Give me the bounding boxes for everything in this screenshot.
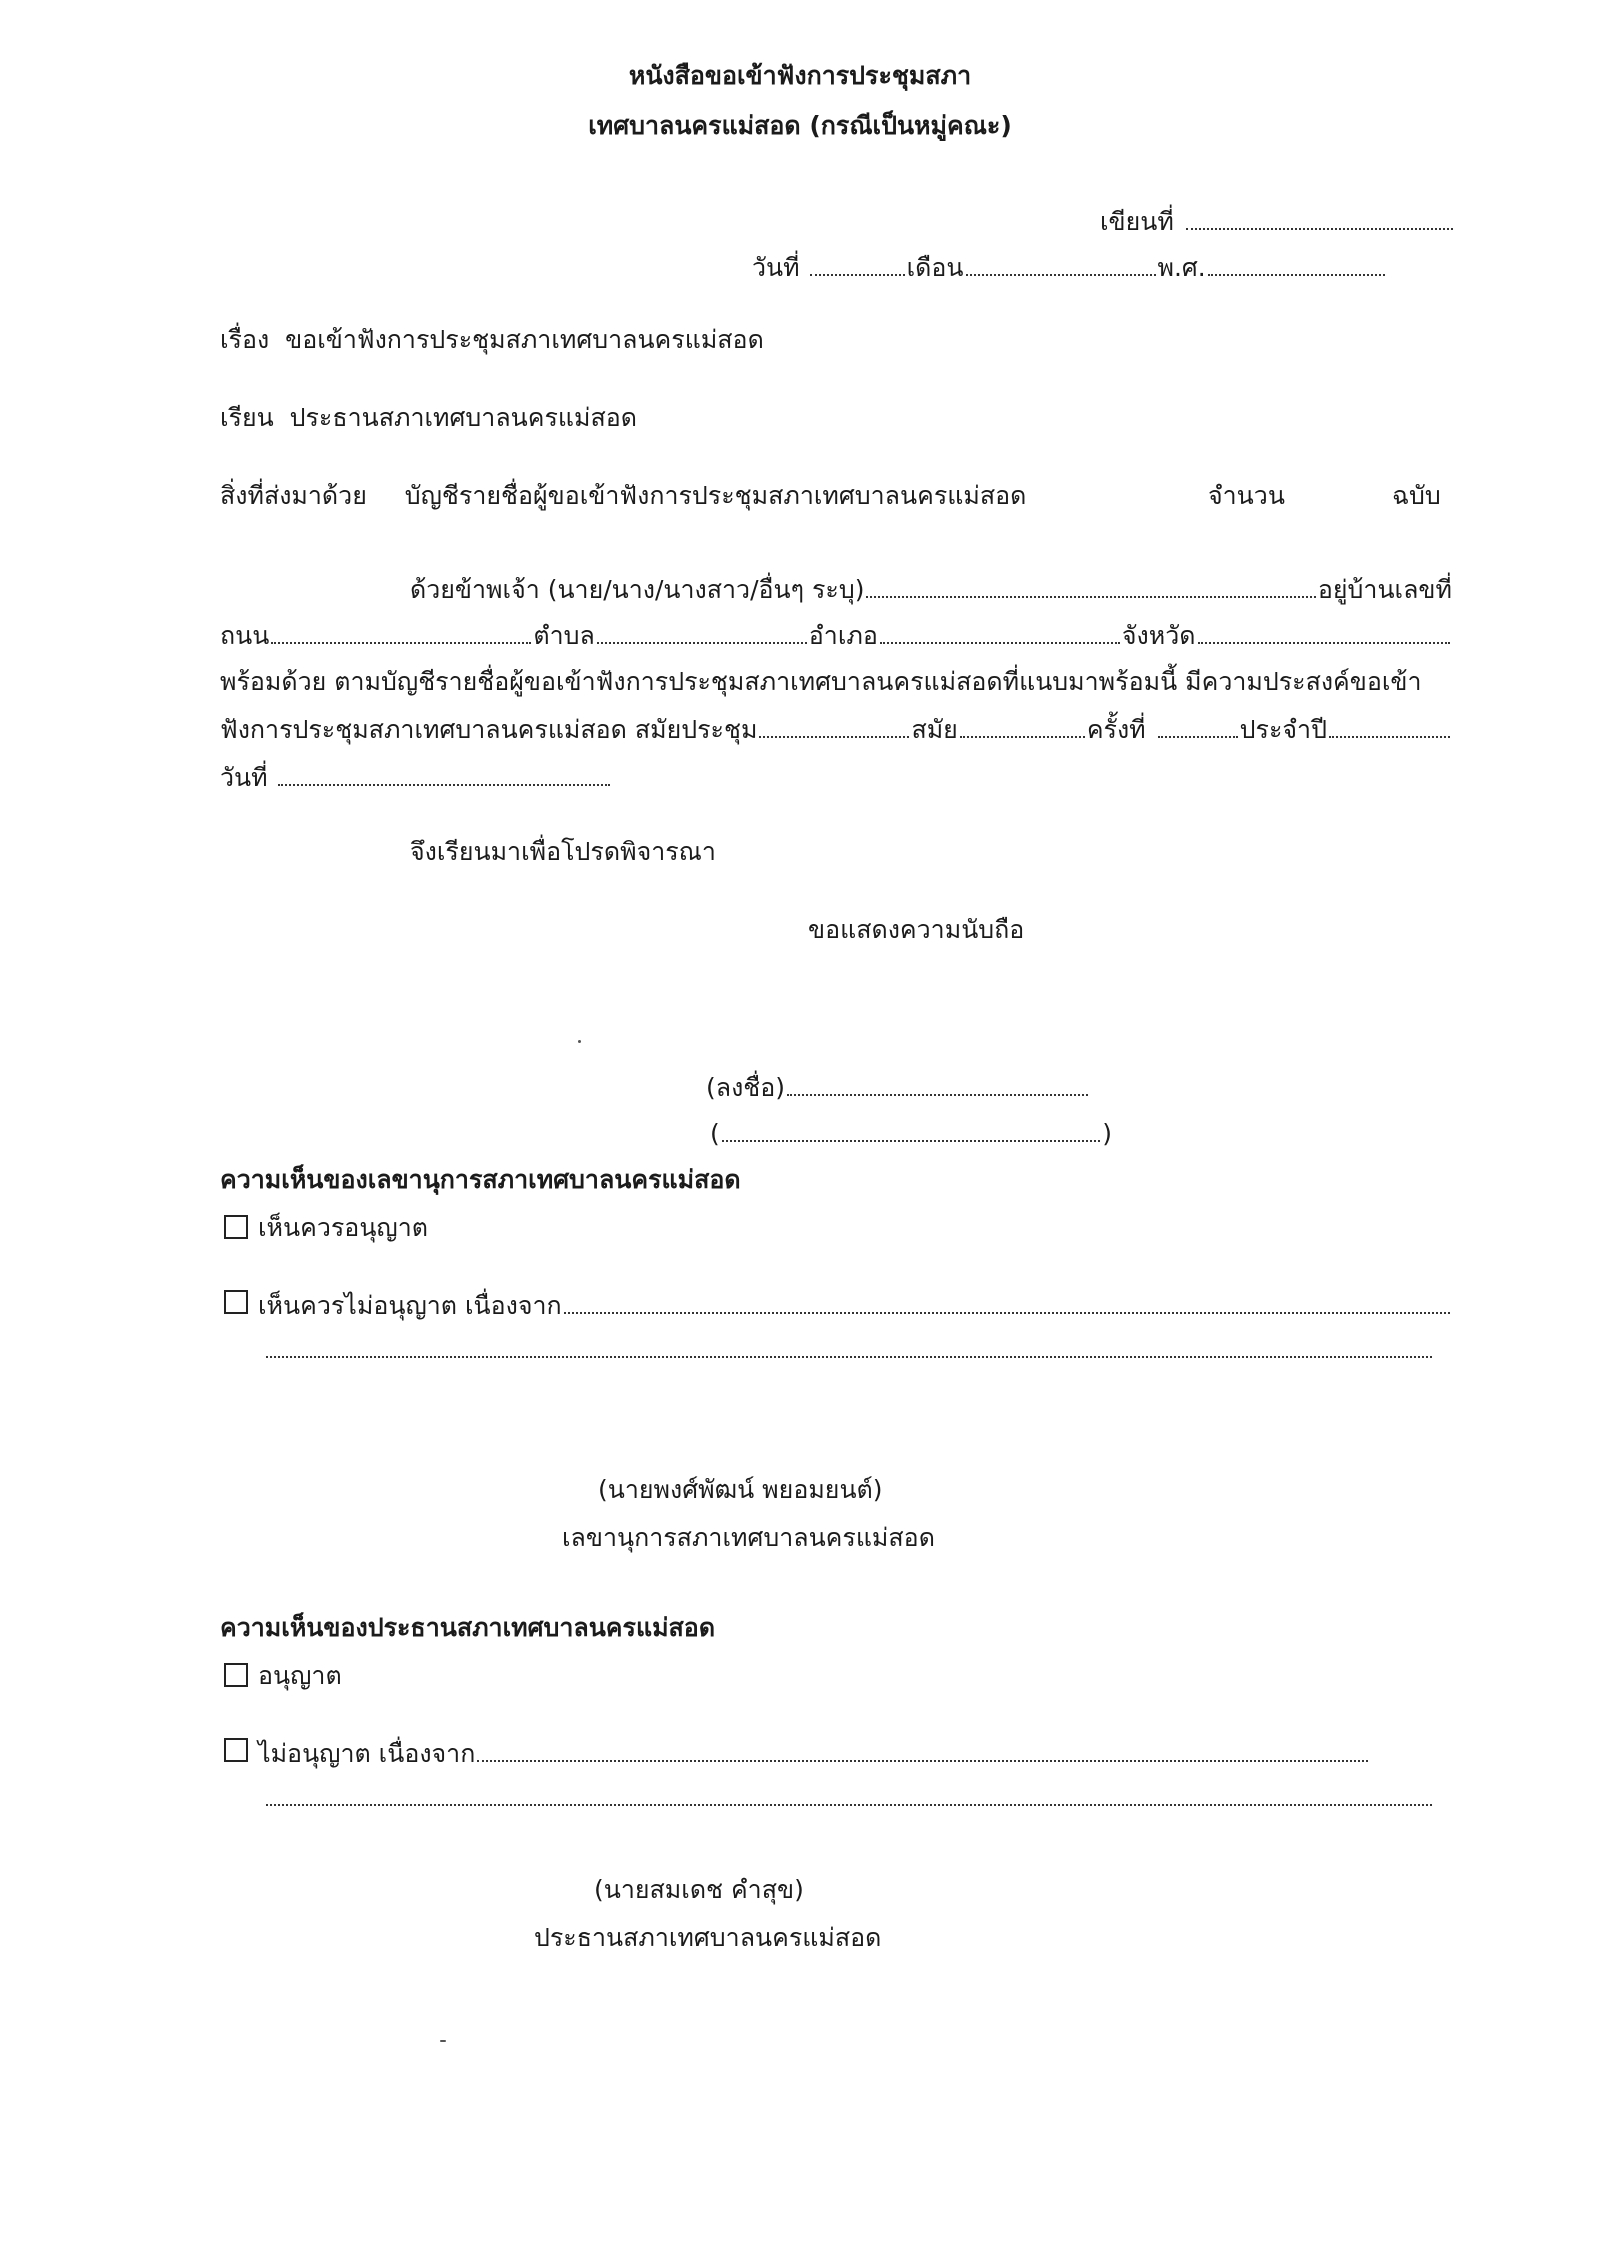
- body-line-1: [410, 572, 1452, 608]
- session-no-field[interactable]: [960, 714, 1085, 738]
- printed-name-open: (: [710, 1119, 720, 1148]
- printed-name-row: [710, 1116, 1112, 1152]
- secretary-deny-reason-field-2[interactable]: [266, 1334, 1432, 1358]
- district-label: อำเภอ: [808, 621, 878, 650]
- secretary-deny-reason-field[interactable]: [564, 1290, 1450, 1314]
- body-line-5: [220, 760, 612, 796]
- body-line-3: พร้อมด้วย ตามบัญชีรายชื่อผู้ขอเข้าฟังการประชุมสภาเทศบาลนครแม่สอดที่แนบมาพร้อมนี้ มีความประสงค์ขอเข้า: [220, 667, 1422, 696]
- president-deny-label: ไม่อนุญาต เนื่องจาก: [258, 1739, 476, 1768]
- president-deny-reason-field[interactable]: [477, 1738, 1368, 1762]
- secretary-section-heading: ความเห็นของเลขานุการสภาเทศบาลนครแม่สอด: [220, 1165, 741, 1194]
- signature-field[interactable]: [787, 1072, 1088, 1096]
- secretary-signer-title: เลขานุการสภาเทศบาลนครแม่สอด: [562, 1523, 935, 1552]
- date-label: วันที่: [752, 253, 800, 282]
- president-deny-reason-field-2[interactable]: [266, 1782, 1432, 1806]
- enclosure-label: สิ่งที่ส่งมาด้วย: [220, 481, 367, 510]
- year-field[interactable]: [1329, 714, 1450, 738]
- body-line-2: [220, 618, 1452, 654]
- written-at-row: [1100, 204, 1455, 240]
- secretary-deny-checkbox[interactable]: [224, 1290, 248, 1314]
- province-label: จังหวัด: [1121, 621, 1196, 650]
- subdistrict-field[interactable]: [597, 620, 807, 644]
- president-approve-label: อนุญาต: [258, 1661, 342, 1690]
- secretary-approve-label: เห็นควรอนุญาต: [258, 1213, 428, 1242]
- printed-name-close: ): [1102, 1119, 1112, 1148]
- to-label: เรียน: [220, 403, 274, 432]
- meeting-no-label: ครั้งที่: [1086, 715, 1146, 744]
- document-title-line1: หนังสือขอเข้าฟังการประชุมสภา: [628, 61, 972, 90]
- secretary-signer-name: (นายพงศ์พัฒน์ พยอมยนต์): [598, 1475, 883, 1504]
- date-year-field[interactable]: [1208, 252, 1385, 276]
- secretary-deny-label: เห็นควรไม่อนุญาต เนื่องจาก: [258, 1291, 562, 1320]
- document-title-line2: เทศบาลนครแม่สอด (กรณีเป็นหมู่คณะ): [588, 111, 1012, 140]
- subject-text: ขอเข้าฟังการประชุมสภาเทศบาลนครแม่สอด: [285, 325, 764, 354]
- meeting-date-label: วันที่: [220, 763, 268, 792]
- year-label-body: ประจำปี: [1239, 715, 1327, 744]
- signature-label: (ลงชื่อ): [706, 1073, 786, 1102]
- intro-text: ด้วยข้าพเจ้า (นาย/นาง/นางสาว/อื่นๆ ระบุ): [410, 575, 865, 604]
- enclosure-count-label: จำนวน: [1208, 481, 1285, 510]
- district-field[interactable]: [880, 620, 1120, 644]
- written-at-label: เขียนที่: [1100, 207, 1174, 236]
- road-label: ถนน: [220, 621, 270, 650]
- president-approve-option: [224, 1658, 342, 1694]
- president-deny-option: [224, 1736, 1370, 1772]
- date-day-field[interactable]: [810, 252, 905, 276]
- subdistrict-label: ตำบล: [533, 621, 595, 650]
- printed-name-field[interactable]: [722, 1118, 1100, 1142]
- session-field[interactable]: [759, 714, 909, 738]
- secretary-deny-reason-line2: [264, 1334, 1434, 1358]
- secretary-deny-option: [224, 1288, 1452, 1324]
- enclosure-unit: ฉบับ: [1392, 481, 1441, 510]
- regards-text: ขอแสดงความนับถือ: [808, 915, 1025, 944]
- enclosure-text: บัญชีรายชื่อผู้ขอเข้าฟังการประชุมสภาเทศบาลนครแม่สอด: [404, 481, 1027, 510]
- signature-row: [706, 1070, 1090, 1106]
- secretary-approve-option: [224, 1210, 428, 1246]
- president-approve-checkbox[interactable]: [224, 1663, 248, 1687]
- province-field[interactable]: [1198, 620, 1451, 644]
- month-label: เดือน: [906, 253, 964, 282]
- president-signer-title: ประธานสภาเทศบาลนครแม่สอด: [534, 1923, 882, 1952]
- road-field[interactable]: [271, 620, 531, 644]
- date-month-field[interactable]: [966, 252, 1156, 276]
- session-label: สมัย: [911, 715, 958, 744]
- to-line: [220, 400, 637, 436]
- president-signer-name: (นายสมเดช คำสุข): [594, 1875, 804, 1904]
- enclosure-line: [220, 478, 1026, 514]
- body-line-4: [220, 712, 1452, 748]
- applicant-name-field[interactable]: [866, 574, 1315, 598]
- president-deny-checkbox[interactable]: [224, 1738, 248, 1762]
- closing-text: จึงเรียนมาเพื่อโปรดพิจารณา: [410, 837, 716, 866]
- to-text: ประธานสภาเทศบาลนครแม่สอด: [289, 403, 637, 432]
- president-section-heading: ความเห็นของประธานสภาเทศบาลนครแม่สอด: [220, 1613, 716, 1642]
- secretary-approve-checkbox[interactable]: [224, 1215, 248, 1239]
- meeting-date-field[interactable]: [278, 762, 610, 786]
- meeting-no-field[interactable]: [1158, 714, 1238, 738]
- year-label: พ.ศ.: [1157, 253, 1206, 282]
- subject-line: [220, 322, 764, 358]
- scan-speck-2: [440, 2040, 446, 2042]
- subject-label: เรื่อง: [220, 325, 270, 354]
- scan-speck: [578, 1040, 581, 1043]
- written-at-field[interactable]: [1186, 206, 1453, 230]
- session-text: ฟังการประชุมสภาเทศบาลนครแม่สอด สมัยประชุม: [220, 715, 758, 744]
- date-row: [752, 250, 1387, 286]
- house-no-label: อยู่บ้านเลขที่: [1317, 575, 1452, 604]
- president-deny-reason-line2: [264, 1782, 1434, 1806]
